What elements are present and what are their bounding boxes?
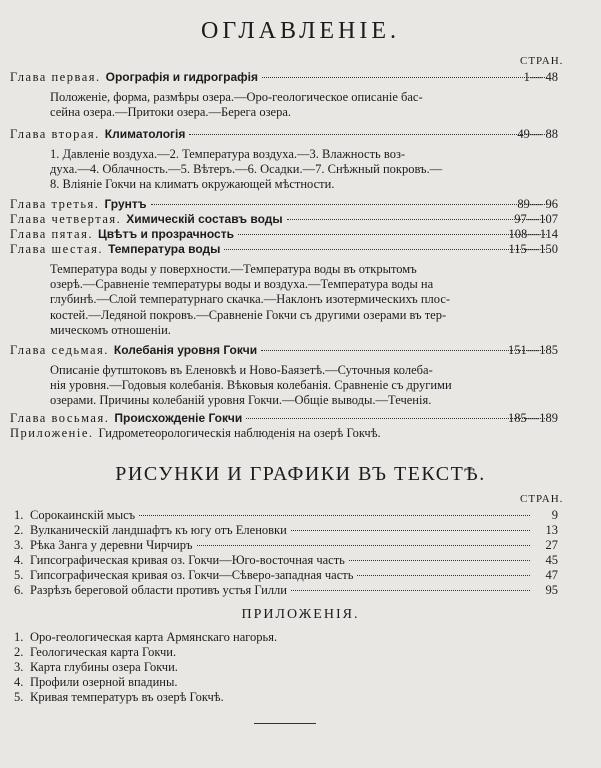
appendix-number: 2. [14, 645, 24, 659]
figure-item [14, 538, 534, 553]
desc-line: костей.—Ледяной покровъ.—Сравненіе Гокчи съ другими озерами въ тер- [50, 307, 447, 322]
figure-number: 6. [14, 583, 24, 597]
chapter-7-line [10, 343, 551, 359]
desc-line: нія уровня.—Годовыя колебанія. Вѣковыя колебанія. Сравненіе съ другими [50, 378, 452, 393]
figure-page: 95 [545, 583, 558, 597]
appendix-number: 4. [14, 675, 24, 689]
figure-item [14, 523, 534, 538]
chapter-pages: 49— 88 [517, 127, 558, 141]
chapter-title: Цвѣтъ и прозрачность [97, 227, 234, 241]
page-column-label: СТРАН. [520, 493, 564, 505]
appendix-item [14, 645, 176, 660]
chapter-6-line [10, 242, 551, 258]
figure-number: 3. [14, 538, 24, 552]
desc-line: сейна озера.—Притоки озера.—Берега озера. [50, 105, 292, 120]
chapter-title: Орографія и гидрографія [105, 70, 259, 84]
appendices-heading: ПРИЛОЖЕНIЯ. [241, 607, 360, 622]
chapter-title: Грунтъ [104, 197, 147, 211]
figure-title: Гипсографическая кривая оз. Гокчи—Сѣверо-западная часть [30, 568, 354, 582]
figure-title: Вулканическій ландшафтъ къ югу отъ Еленовки [30, 523, 287, 537]
appendix-number: 5. [14, 690, 24, 704]
desc-line: глубинѣ.—Слой температурнаго скачка.—Наклонъ изотермическихъ плос- [50, 292, 451, 307]
chapter-label: Глава пятая. [10, 227, 93, 241]
dot-leader [357, 575, 530, 576]
appendix-label: Приложеніе. [10, 426, 94, 440]
figures-heading: РИСУНКИ И ГРАФИКИ ВЪ ТЕКСТѢ. [115, 463, 486, 485]
appendix-item [14, 690, 224, 705]
desc-line: Температура воды у поверхности.—Температура воды въ открытомъ [50, 262, 417, 276]
desc-line: Положеніе, форма, размѣры озера.—Оро-геологическое описаніе бас- [50, 90, 423, 104]
desc-line: 1. Давленіе воздуха.—2. Температура воздуха.—3. Влажность воз- [50, 147, 406, 161]
figure-page: 13 [545, 523, 558, 537]
figure-title: Разрѣзъ береговой области противъ устья Гилли [30, 583, 287, 597]
chapter-description [50, 147, 442, 193]
chapter-description [50, 262, 450, 338]
desc-line: духа.—4. Облачность.—5. Вѣтеръ.—6. Осадки.—7. Снѣжный покровъ.— [50, 162, 443, 177]
figure-title: Рѣка Занга у деревни Чирчиръ [30, 538, 193, 552]
chapter-pages: 1— 48 [523, 70, 558, 84]
chapter-label: Глава четвертая. [10, 212, 122, 226]
appendix-title: Кривая температуръ въ озерѣ Гокчѣ. [30, 690, 224, 704]
figure-title: Сорокаинскій мысъ [30, 508, 136, 522]
chapter-pages: 151—185 [508, 343, 558, 357]
appendix-title: Карта глубины озера Гокчи. [30, 660, 178, 674]
chapter-title: Колебанія уровня Гокчи [113, 343, 258, 357]
chapter-pages: 89— 96 [517, 197, 558, 211]
desc-line: 8. Вліяніе Гокчи на климатъ окружающей мѣстности. [50, 177, 335, 192]
chapter-pages: 185—189 [508, 411, 558, 425]
appendix-title: Оро-геологическая карта Армянскаго нагорья. [30, 630, 278, 644]
chapter-pages: 97—107 [514, 212, 558, 226]
page-title: ОГЛАВЛЕНIЕ. [200, 18, 401, 44]
appendix-text: Гидрометеорологическія наблюденія на озерѣ Гокчѣ. [98, 426, 381, 440]
figure-page: 45 [545, 553, 558, 567]
chapter-2-line [10, 127, 551, 143]
figure-item [14, 568, 534, 583]
appendix-item [14, 630, 277, 645]
desc-line: Описаніе футштоковъ въ Еленовкѣ и Ново-Баязетѣ.—Суточныя колеба- [50, 363, 433, 377]
dot-leader [349, 560, 530, 561]
figure-page: 9 [551, 508, 558, 522]
chapter-label: Глава седьмая. [10, 343, 109, 357]
chapter-label: Глава вторая. [10, 127, 100, 141]
appendix-line [10, 426, 551, 442]
chapter-pages: 115—150 [508, 242, 558, 256]
chapter-title: Климатологія [104, 127, 186, 141]
chapter-title: Химическій составъ воды [126, 212, 283, 226]
chapter-pages: 108—114 [508, 227, 558, 241]
desc-line: озерѣ.—Сравненіе температуры воды и воздуха.—Температура воды на [50, 277, 434, 292]
appendix-title: Профили озерной впадины. [30, 675, 178, 689]
figure-item [14, 553, 534, 568]
figure-number: 1. [14, 508, 24, 522]
figure-title: Гипсографическая кривая оз. Гокчи—Юго-восточная часть [30, 553, 345, 567]
figure-number: 4. [14, 553, 24, 567]
chapter-4-line [10, 212, 551, 228]
chapter-description [50, 90, 423, 120]
chapter-label: Глава первая. [10, 70, 101, 84]
appendix-title: Геологическая карта Гокчи. [30, 645, 177, 659]
desc-line: озерами. Причины колебаній уровня Гокчи.—Общіе выводы.—Теченія. [50, 393, 432, 408]
figure-page: 47 [545, 568, 558, 582]
chapter-3-line [10, 197, 551, 213]
figure-item [14, 508, 534, 523]
figure-page: 27 [545, 538, 558, 552]
chapter-5-line [10, 227, 551, 243]
dot-leader [291, 530, 530, 531]
chapter-title: Происхожденіе Гокчи [114, 411, 243, 425]
dot-leader [197, 545, 530, 546]
figure-number: 5. [14, 568, 24, 582]
appendix-item [14, 675, 178, 690]
dot-leader [139, 515, 530, 516]
chapter-label: Глава восьмая. [10, 411, 110, 425]
appendix-number: 3. [14, 660, 24, 674]
figure-number: 2. [14, 523, 24, 537]
figure-item [14, 583, 534, 598]
appendix-item [14, 660, 178, 675]
appendix-number: 1. [14, 630, 24, 644]
chapter-label: Глава третья. [10, 197, 100, 211]
chapter-title: Температура воды [108, 242, 221, 256]
chapter-description [50, 363, 452, 409]
chapter-1-line [10, 70, 551, 86]
desc-line: мическомъ отношеніи. [50, 322, 171, 337]
chapter-8-line [10, 411, 551, 427]
page-column-label: СТРАН. [520, 55, 564, 67]
closing-rule [254, 723, 316, 724]
dot-leader [291, 590, 530, 591]
chapter-label: Глава шестая. [10, 242, 104, 256]
